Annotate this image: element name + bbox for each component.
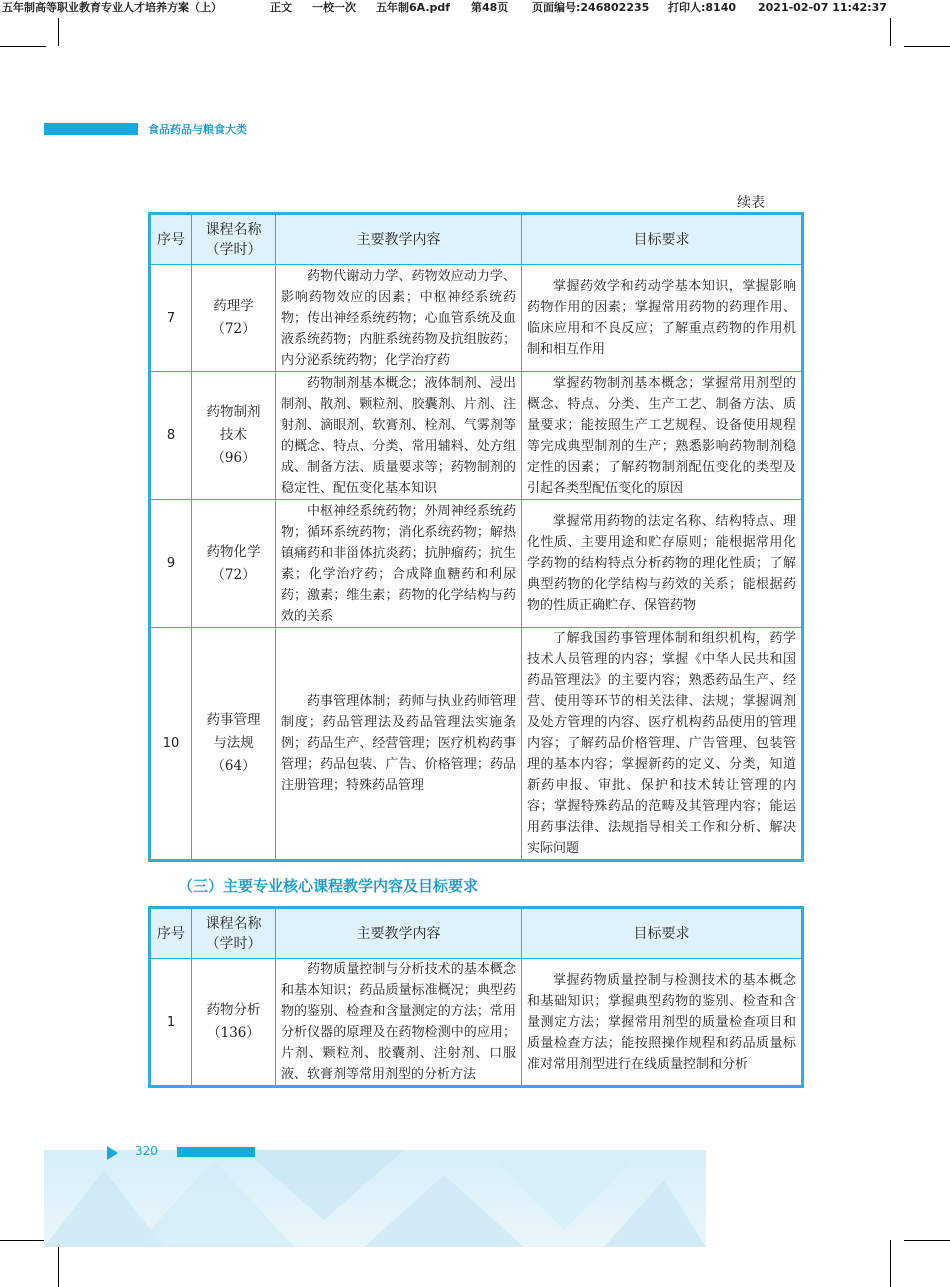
course-name-line: 技术 bbox=[220, 427, 247, 443]
course-hours: （64） bbox=[211, 758, 256, 774]
row-content bbox=[276, 500, 522, 628]
content-text: 药物质量控制与分析技术的基本概念和基本知识；药品质量标准概况；典型药物的鉴别、检查和含量测定的方法；常用分析仪器的原理及在药物检测中的应用；片剂、颗粒剂、胶囊剂、注射剂、口服液、软膏剂等常用剂型的分析方法 bbox=[281, 962, 516, 1082]
footer-pattern bbox=[44, 1150, 706, 1247]
print-header-part: 正文 bbox=[270, 1, 292, 14]
print-header-printer: 打印人:8140 bbox=[668, 1, 737, 14]
print-header bbox=[0, 0, 950, 16]
continued-label: 续表 bbox=[737, 195, 765, 211]
table-row bbox=[150, 500, 803, 628]
header-goals: 目标要求 bbox=[522, 214, 803, 265]
content-text: 药物制剂基本概念；液体制剂、浸出制剂、散剂、颗粒剂、胶囊剂、片剂、注射剂、滴眼剂、软膏剂、栓剂、气雾剂等的概念、特点、分类、常用辅料、处方组成、制备方法、质量要求等；药物制剂的稳定性、配伍变化基本知识 bbox=[281, 375, 516, 496]
page-bar bbox=[177, 1147, 255, 1157]
row-no: 10 bbox=[150, 628, 192, 861]
header-content: 主要教学内容 bbox=[276, 908, 522, 959]
header-goals: 目标要求 bbox=[522, 908, 803, 959]
goals-text: 掌握药物质量控制与检测技术的基本概念和基础知识；掌握典型药物的鉴别、检查和含量测定方法；掌握常用剂型的质量检查项目和质量检查方法；能按照操作规程和药品质量标准对常用剂型进行在线质量控制和分析 bbox=[527, 972, 796, 1072]
row-course-name bbox=[192, 265, 276, 372]
content-text: 药物代谢动力学、药物效应动力学、影响药物效应的因素；中枢神经系统药物；传出神经系统药物；心血管系统及血液系统药物；内脏系统药物及抗组胺药；内分泌系统药物；化学治疗药 bbox=[281, 268, 516, 368]
goals-text: 掌握常用药物的法定名称、结构特点、理化性质、主要用途和贮存原则；能根据常用化学药物的结构特点分析药物的理化性质；了解典型药物的化学结构与药效的关系；能根据药物的性质正确贮存、保管药物 bbox=[527, 514, 796, 613]
goals-text: 掌握药物制剂基本概念；掌握常用剂型的概念、特点、分类、生产工艺、制备方法、质量要求；能按照生产工艺规程、设备使用规程等完成典型制剂的生产；熟悉影响药物制剂稳定性的因素；了解药物制剂配伍变化的类型及引起各类型配伍变化的原因 bbox=[527, 375, 796, 496]
row-content bbox=[276, 628, 522, 861]
print-header-timestamp: 2021-02-07 11:42:37 bbox=[758, 1, 887, 14]
row-goals bbox=[522, 628, 803, 861]
crop-mark bbox=[58, 18, 59, 46]
print-header-file: 五年制6A.pdf bbox=[376, 1, 451, 14]
course-hours: （72） bbox=[211, 566, 256, 583]
print-header-mode: 一校一次 bbox=[312, 1, 356, 14]
header-course-name-line1: 课程名称 bbox=[205, 915, 262, 932]
crop-mark bbox=[890, 1240, 891, 1287]
row-goals bbox=[522, 265, 803, 372]
content-text: 药事管理体制；药师与执业药师管理制度；药品管理法及药品管理法实施条例；药品生产、经营管理；医疗机构药事管理；药品包装、广告、价格管理；药品注册管理；特殊药品管理 bbox=[281, 694, 516, 793]
course-name-line: 药物化学 bbox=[206, 543, 261, 560]
row-content bbox=[276, 265, 522, 372]
row-course-name bbox=[192, 500, 276, 628]
row-no: 1 bbox=[150, 959, 192, 1087]
running-head-bar bbox=[44, 123, 138, 135]
print-header-page: 第48页 bbox=[471, 1, 509, 14]
goals-text: 掌握药效学和药动学基本知识，掌握影响药物作用的因素；掌握常用药物的药理作用、临床应用和不良反应；了解重点药物的作用机制和相互作用 bbox=[527, 279, 796, 357]
row-course-name bbox=[192, 628, 276, 861]
header-course-name-line1: 课程名称 bbox=[205, 221, 262, 238]
row-no: 7 bbox=[150, 265, 192, 372]
footer-decoration bbox=[44, 1150, 706, 1247]
crop-mark bbox=[904, 1240, 950, 1241]
crop-mark bbox=[890, 18, 891, 46]
course-name-line: 药物制剂 bbox=[206, 404, 261, 420]
course-name-line: 药理学 bbox=[213, 298, 254, 314]
section-heading: （三）主要专业核心课程教学内容及目标要求 bbox=[178, 877, 479, 895]
row-goals bbox=[522, 500, 803, 628]
table-row bbox=[150, 959, 803, 1087]
header-course-name bbox=[192, 908, 276, 959]
course-table-continued bbox=[148, 212, 804, 862]
content-text: 中枢神经系统药物；外周神经系统药物；循环系统药物；消化系统药物；解热镇痛药和非甾体抗炎药；抗肿瘤药；抗生素；化学治疗药；合成降血糖药和利尿药；激素；维生素；药物的化学结构与药效的关系 bbox=[281, 503, 516, 624]
running-head: 食品药品与粮食大类 bbox=[148, 123, 247, 136]
crop-mark bbox=[0, 1240, 46, 1241]
row-no: 9 bbox=[150, 500, 192, 628]
row-goals bbox=[522, 372, 803, 500]
header-no: 序号 bbox=[150, 214, 192, 265]
row-course-name bbox=[192, 959, 276, 1087]
header-course-name-line2: （学时） bbox=[205, 241, 262, 258]
print-header-title: 五年制高等职业教育专业人才培养方案（上） bbox=[2, 1, 222, 14]
crop-mark bbox=[0, 46, 46, 47]
course-name-line: 药事管理 bbox=[206, 712, 261, 728]
header-course-name-line2: （学时） bbox=[205, 935, 262, 952]
course-name-line: 药物分析 bbox=[206, 1002, 261, 1018]
table-row bbox=[150, 372, 803, 500]
course-hours: （136） bbox=[207, 1025, 260, 1041]
core-course-table bbox=[148, 906, 804, 1088]
row-no: 8 bbox=[150, 372, 192, 500]
crop-mark bbox=[58, 1240, 59, 1287]
row-content bbox=[276, 372, 522, 500]
page-number: 320 bbox=[135, 1144, 158, 1158]
row-goals bbox=[522, 959, 803, 1087]
goals-text: 了解我国药事管理体制和组织机构，药学技术人员管理的内容；掌握《中华人民共和国药品管理法》的主要内容；熟悉药品生产、经营、使用等环节的相关法律、法规；掌握调剂及处方管理的内容、医疗机构药品使用的管理内容；了解药品价格管理、广告管理、包装管理的基本内容；掌握新药的定义、分类，知道新药申报、审批、保护和技术转让管理的内容；掌握特殊药品的范畴及其管理内容；能运用药事法律、法规指导相关工作和分析、解决实际问题 bbox=[527, 631, 796, 856]
crop-mark bbox=[904, 46, 950, 47]
header-course-name bbox=[192, 214, 276, 265]
course-name-line: 与法规 bbox=[213, 735, 254, 751]
course-hours: （72） bbox=[211, 321, 256, 337]
table-row bbox=[150, 628, 803, 861]
row-course-name bbox=[192, 372, 276, 500]
page-arrow-icon bbox=[107, 1146, 118, 1160]
header-no: 序号 bbox=[150, 908, 192, 959]
header-content: 主要教学内容 bbox=[276, 214, 522, 265]
print-header-page-code: 页面编号:246802235 bbox=[532, 1, 650, 14]
course-hours: （96） bbox=[211, 450, 256, 466]
row-content bbox=[276, 959, 522, 1087]
table-row bbox=[150, 265, 803, 372]
